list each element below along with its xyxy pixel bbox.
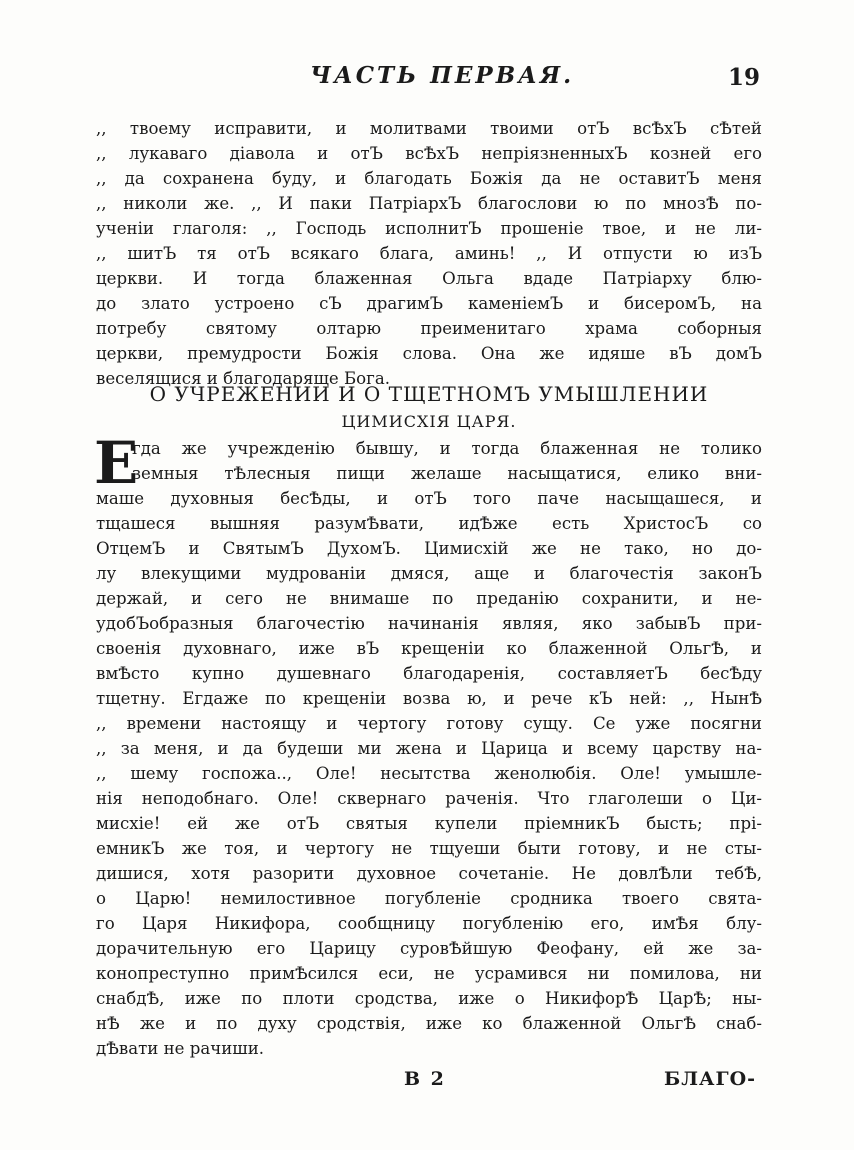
text-line: земныя тѢлесныя пищи желаше насыщатися, елико вни-: [132, 464, 762, 483]
text-line: ,, шему госпожа.., Оле! несытства женолюбія. Оле! умышле-: [96, 764, 762, 783]
text-line: веселящися и благодаряще Бога.: [96, 369, 391, 388]
text-line: маше духовныя бесѢды, и отЪ того паче насыщашеся, и: [96, 489, 762, 508]
text-line: ,, времени настоящу и чертогу готову сущу. Се уже посягни: [96, 714, 762, 733]
text-line: ОтцемЪ и СвятымЪ ДухомЪ. Цимисхій же не тако, но до-: [96, 539, 762, 558]
text-line: вмѢсто купно душевнаго благодаренія, составляетЪ бесѢду: [96, 664, 762, 683]
text-line: мисхіе! ей же отЪ святыя купели пріемникЪ бысть; прі-: [96, 814, 762, 833]
catchword: БЛАГО-: [664, 1068, 757, 1090]
text-line: ,, николи же. ,, И паки ПатріархЪ благослови ю по мнозѢ по-: [96, 194, 762, 213]
text-line: гда же учрежденію бывшу, и тогда блаженная не толико: [132, 439, 762, 458]
text-line: нія неподобнаго. Оле! сквернаго раченія. Что глаголеши о Ци-: [96, 789, 762, 808]
section-heading: О УЧРЕЖЕНИИ И О ТЩЕТНОМЪ УМЫШЛЕНИИ: [149, 382, 709, 406]
text-line: снабдѢ, иже по плоти сродства, иже о НикифорѢ ЦарѢ; ны-: [96, 989, 762, 1008]
text-line: своенія духовнаго, иже вЪ крещеніи ко блаженной ОльгѢ, и: [96, 639, 762, 658]
signature-mark: В 2: [404, 1068, 446, 1090]
text-line: ,, да сохранена буду, и благодать Божія да не оставитЪ меня: [96, 169, 762, 188]
text-line: тщашеся вышняя разумѢвати, идѢже есть ХристосЪ со: [96, 514, 762, 533]
section-subheading: ЦИМИСХІЯ ЦАРЯ.: [341, 412, 517, 431]
text-line: ,, твоему исправити, и молитвами твоими отЪ всѢхЪ сѢтей: [96, 119, 762, 138]
text-line: церкви, премудрости Божія слова. Она же идяше вЪ домЪ: [96, 344, 762, 363]
text-line: дорачительную его Царицу суровѢйшую Феофану, ей же за-: [96, 939, 762, 958]
text-line: дѢвати не рачиши.: [96, 1039, 265, 1058]
text-line: лу влекущими мудрованіи дмяся, аще и благочестія законЪ: [96, 564, 762, 583]
text-line: нѢ же и по духу сродствія, иже ко блаженной ОльгѢ снаб-: [96, 1014, 762, 1033]
text-line: до злато устроено сЪ драгимЪ каменіемЪ и бисеромЪ, на: [96, 294, 762, 313]
text-line: удобЪобразныя благочестію начинанія являя, яко забывЪ при-: [96, 614, 762, 633]
text-line: потребу святому олтарю преименитаго храма соборныя: [96, 319, 762, 338]
text-line: дишися, хотя разорити духовное сочетаніе. Не довлѢли тебѢ,: [96, 864, 762, 883]
text-line: церкви. И тогда блаженная Ольга вдаде Патріарху блю-: [96, 269, 762, 288]
drop-cap: Е: [94, 429, 139, 497]
text-line: ,, за меня, и да будеши ми жена и Царица и всему царству на-: [96, 739, 762, 758]
text-line: емникЪ же тоя, и чертогу не тщуеши быти готову, и не сты-: [96, 839, 762, 858]
text-line: го Царя Никифора, сообщницу погубленію его, имѢя блу-: [96, 914, 762, 933]
text-line: ,, шитЪ тя отЪ всякаго блага, аминь! ,, И отпусти ю изЪ: [96, 244, 762, 263]
text-line: держай, и сего не внимаше по преданію сохранити, и не-: [96, 589, 762, 608]
text-line: ученіи глаголя: ,, Господь исполнитЪ прошеніе твое, и не ли-: [96, 219, 762, 238]
page-number: 19: [728, 64, 761, 91]
text-line: ,, лукаваго діавола и отЪ всѢхЪ непріязненныхЪ козней его: [96, 144, 762, 163]
text-line: конопреступно примѢсился еси, не усрамився ни помилова, ни: [96, 964, 762, 983]
text-line: тщетну. Егдаже по крещеніи возва ю, и рече кЪ ней: ,, НынѢ: [96, 689, 762, 708]
text-line: о Царю! немилостивное погубленіе сродника твоего свята-: [96, 889, 762, 908]
running-head: ЧАСТЬ ПЕРВАЯ.: [310, 62, 575, 89]
